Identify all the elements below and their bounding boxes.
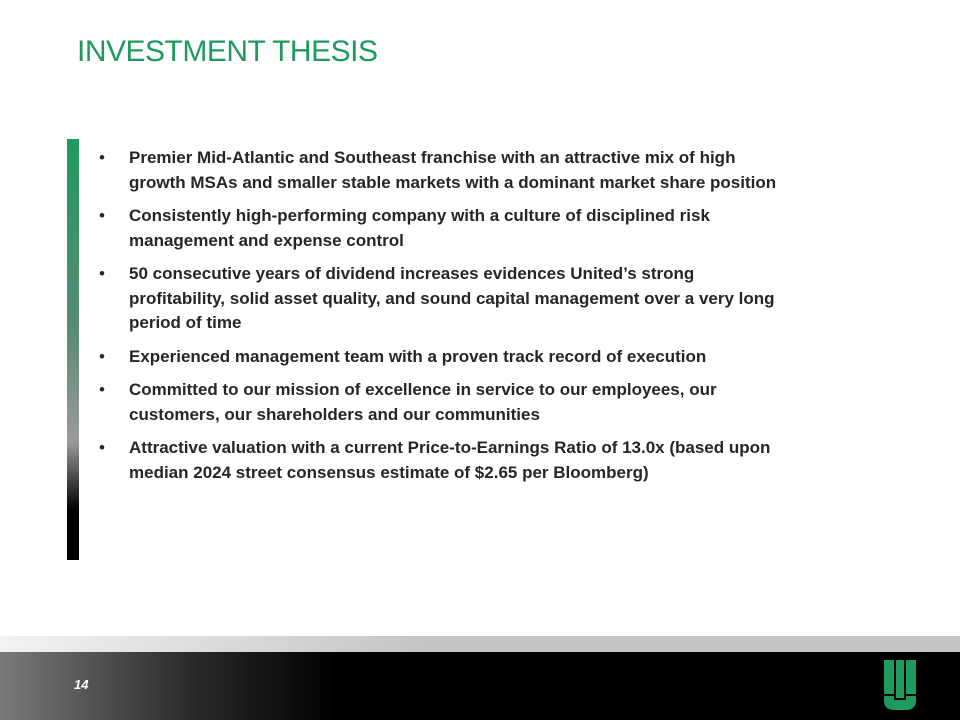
bullet-text: Experienced management team with a proven track record of execution — [129, 346, 707, 366]
bullet-item — [98, 378, 788, 427]
bullet-text: Attractive valuation with a current Price-to-Earnings Ratio of 13.0x (based upon median 2024 street consensus estimate of $2.65 per Bloomberg) — [129, 438, 771, 482]
bullet-dot-icon: • — [99, 380, 105, 399]
page-number: 14 — [74, 677, 89, 692]
bullet-dot-icon: • — [99, 264, 105, 283]
united-bank-logo-icon — [884, 660, 916, 710]
bullet-text: Committed to our mission of excellence in service to our employees, our customers, our shareholders and our communities — [129, 380, 717, 424]
bullet-dot-icon: • — [99, 346, 105, 366]
bullet-item — [98, 436, 788, 485]
footer-bar — [0, 652, 960, 720]
bullet-item — [98, 204, 788, 253]
logo-base — [884, 696, 916, 710]
footer-divider — [0, 636, 960, 652]
logo-left-bar — [884, 660, 894, 694]
bullet-item — [98, 345, 788, 370]
accent-bar — [67, 139, 79, 560]
bullet-item — [98, 146, 788, 195]
slide-title: INVESTMENT THESIS — [77, 35, 378, 68]
bullet-item — [98, 262, 788, 336]
bullet-text: Premier Mid-Atlantic and Southeast franchise with an attractive mix of high growth MSAs and smaller stable markets with a dominant market share position — [129, 148, 777, 192]
bullet-text: Consistently high-performing company with a culture of disciplined risk management and expense control — [129, 206, 710, 250]
logo-center-bar — [896, 660, 904, 698]
bullet-list — [98, 146, 788, 494]
bullet-dot-icon: • — [99, 148, 105, 167]
logo-right-bar — [906, 660, 916, 694]
bullet-text: 50 consecutive years of dividend increases evidences United’s strong profitability, solid asset quality, and sound capital management over a very long period of time — [129, 264, 775, 332]
bullet-dot-icon: • — [99, 438, 105, 457]
bullet-dot-icon: • — [99, 206, 105, 225]
